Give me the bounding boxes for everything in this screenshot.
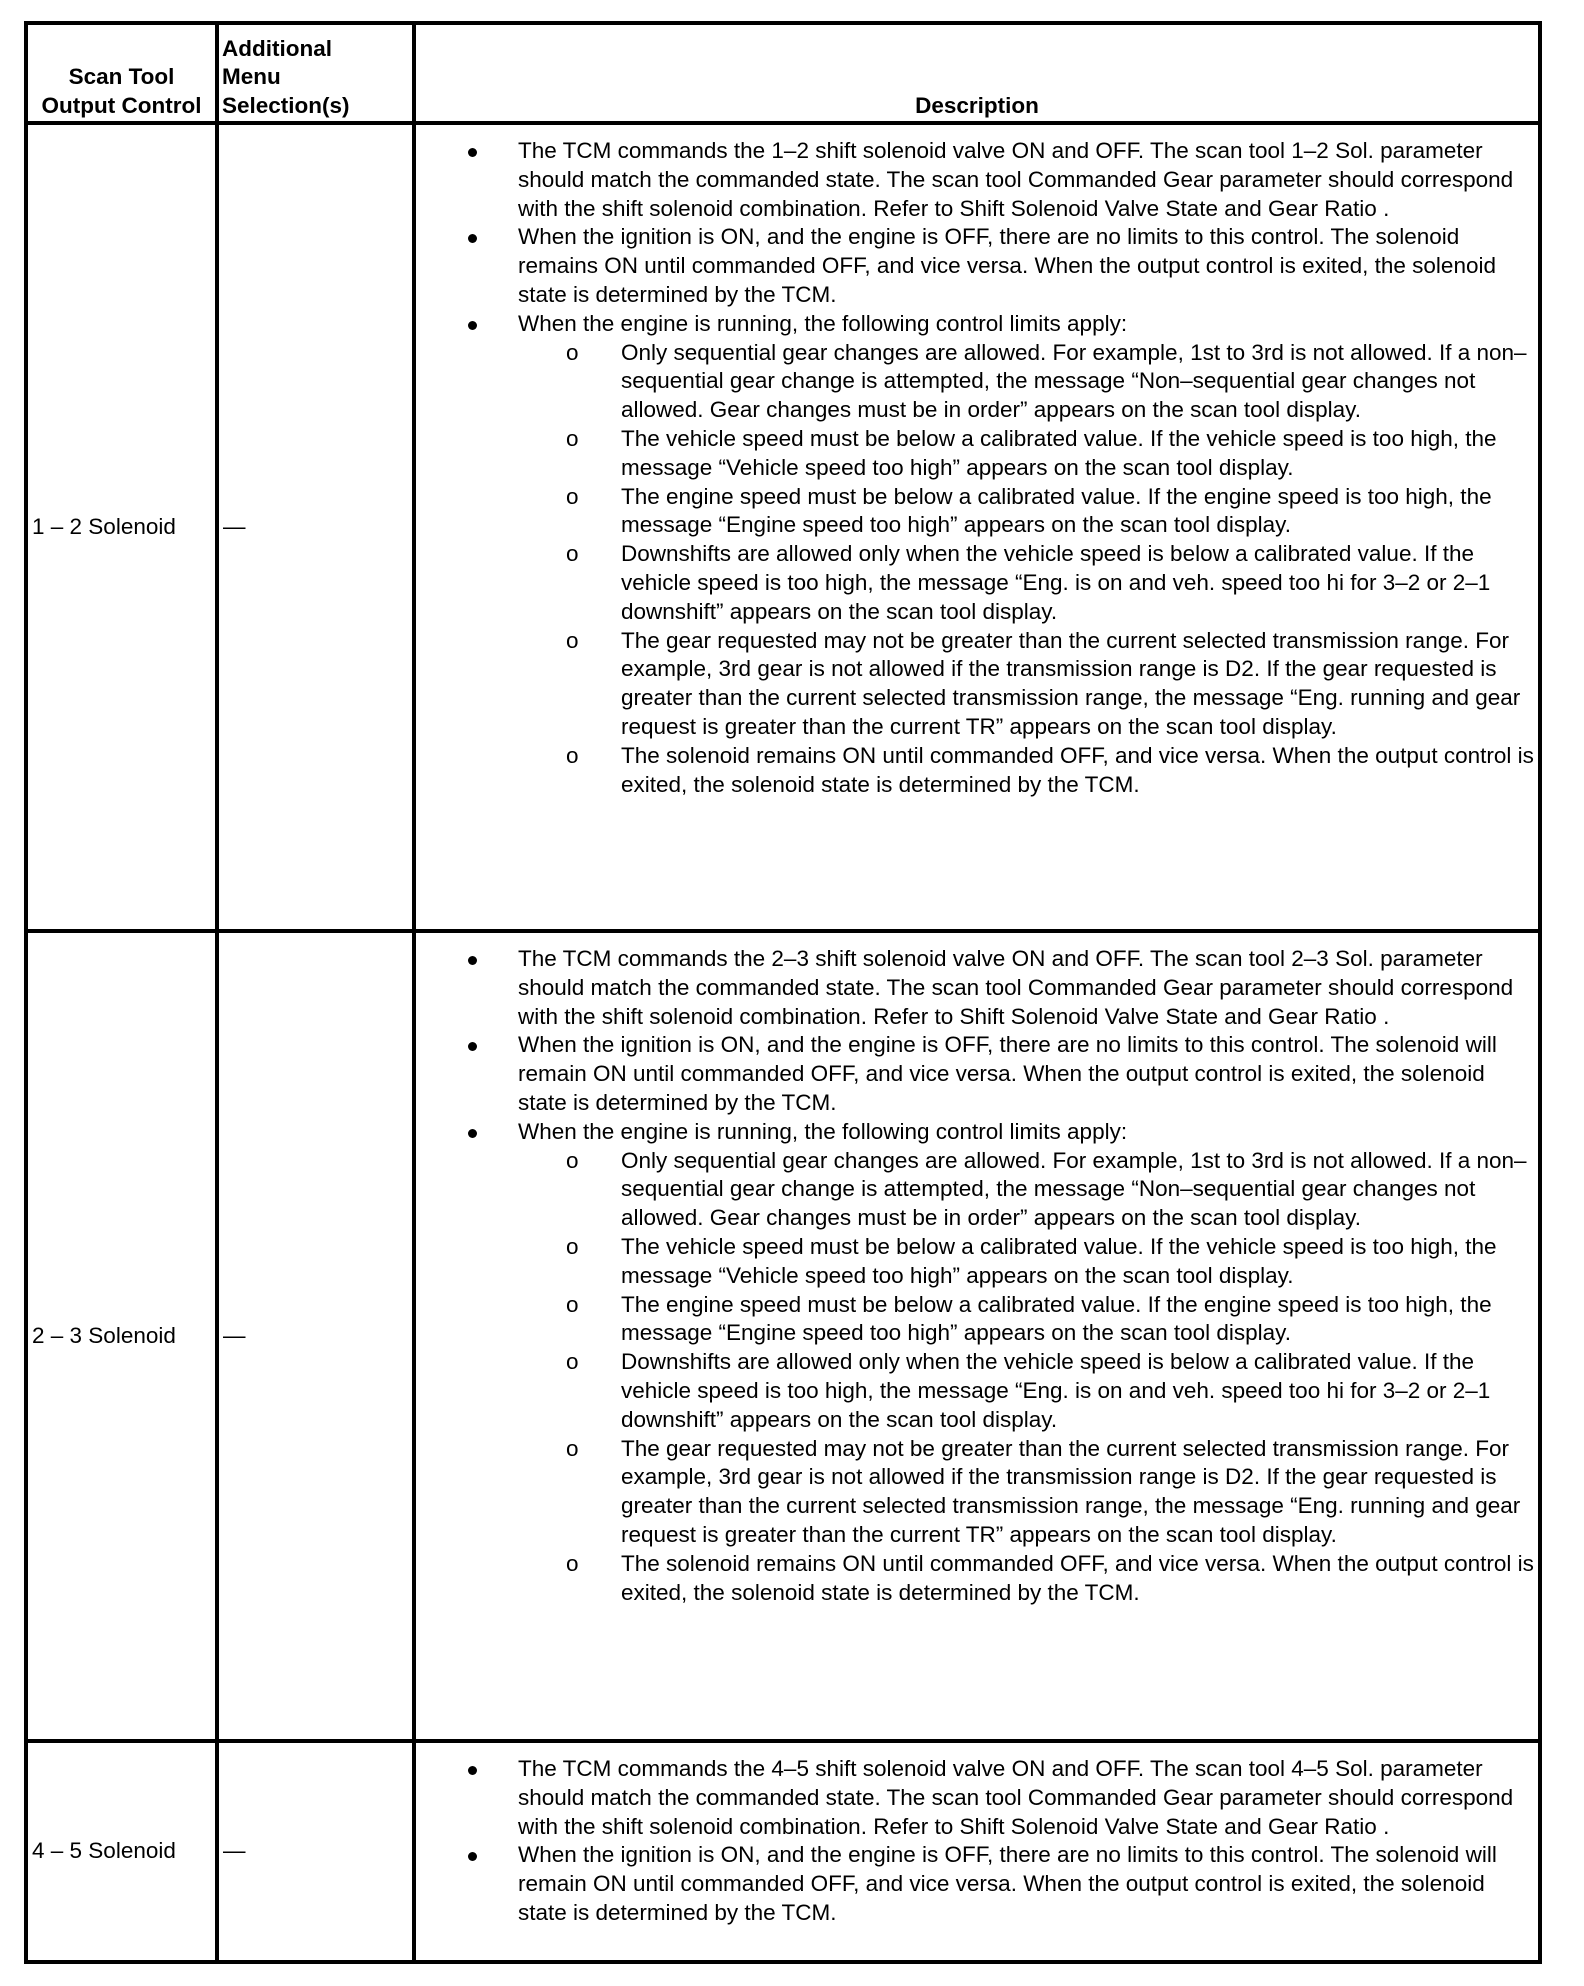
circle-bullet-icon: o — [566, 339, 579, 365]
bullet-item — [416, 1118, 1534, 1608]
bullet-text: When the engine is running, the following control limits apply: — [518, 1118, 1128, 1144]
sub-item — [416, 1147, 1534, 1233]
sub-item — [416, 425, 1534, 483]
bullet-text: The TCM commands the 1–2 shift solenoid valve ON and OFF. The scan tool 1–2 Sol. parameter should match the commanded state. The scan tool Commanded Gear parameter should correspond with the shift solenoid combination. Refer to Shift Solenoid Valve State and Gear Ratio . — [518, 138, 1514, 221]
description-cell — [414, 123, 1540, 931]
description-cell — [414, 931, 1540, 1741]
sub-list — [518, 339, 1534, 800]
sub-text: Only sequential gear changes are allowed. For example, 1st to 3rd is not allowed. If a non–sequential gear change is attempted, the message “Non–sequential gear changes not allowed. Gear changes must be in order” appears on the scan tool display. — [621, 339, 1527, 423]
circle-bullet-icon: o — [566, 483, 579, 509]
bullet-icon — [468, 234, 477, 243]
sub-item — [416, 483, 1534, 541]
bullet-icon — [468, 1766, 477, 1775]
sub-text: The vehicle speed must be below a calibrated value. If the vehicle speed is too high, the message “Vehicle speed too high” appears on the scan tool display. — [621, 1233, 1497, 1288]
bullet-text: The TCM commands the 2–3 shift solenoid valve ON and OFF. The scan tool 2–3 Sol. parameter should match the commanded state. The scan tool Commanded Gear parameter should correspond with the shift solenoid combination. Refer to Shift Solenoid Valve State and Gear Ratio . — [518, 946, 1514, 1029]
bullet-item — [416, 1755, 1534, 1841]
bullet-list — [416, 945, 1534, 1607]
bullet-icon — [468, 148, 477, 157]
bullet-icon — [468, 321, 477, 330]
bullet-item — [416, 1841, 1534, 1927]
menu-selection: — — [217, 123, 414, 931]
sub-text: The solenoid remains ON until commanded OFF, and vice versa. When the output control is exited, the solenoid state is determined by the TCM. — [621, 1550, 1534, 1605]
output-control-name: 2 – 3 Solenoid — [26, 931, 217, 1741]
sub-item — [416, 1291, 1534, 1349]
sub-item — [416, 540, 1534, 626]
circle-bullet-icon: o — [566, 1349, 579, 1375]
output-control-name: 1 – 2 Solenoid — [26, 123, 217, 931]
header-text: Selection(s) — [222, 93, 350, 119]
bullet-item — [416, 310, 1534, 800]
header-text: Menu — [222, 64, 281, 90]
circle-bullet-icon: o — [566, 541, 579, 567]
bullet-list — [416, 1755, 1534, 1928]
header-scan-tool-output-control — [26, 23, 217, 123]
circle-bullet-icon: o — [566, 1147, 579, 1173]
sub-text: Only sequential gear changes are allowed. For example, 1st to 3rd is not allowed. If a non–sequential gear change is attempted, the message “Non–sequential gear changes not allowed. Gear changes must be in order” appears on the scan tool display. — [621, 1147, 1527, 1231]
sub-list — [518, 1147, 1534, 1608]
sub-item — [416, 627, 1534, 742]
bullet-list — [416, 137, 1534, 799]
table-row — [26, 1741, 1540, 1962]
bullet-icon — [468, 956, 477, 965]
sub-text: The vehicle speed must be below a calibrated value. If the vehicle speed is too high, the message “Vehicle speed too high” appears on the scan tool display. — [621, 425, 1497, 480]
bullet-item — [416, 945, 1534, 1031]
bullet-icon — [468, 1042, 477, 1051]
output-control-table — [24, 21, 1542, 1964]
sub-text: The gear requested may not be greater than the current selected transmission range. For example, 3rd gear is not allowed if the transmission range is D2. If the gear requested is greater than the current selected transmission range, the message “Eng. running and gear request is greater than the current TR” appears on the scan tool display. — [621, 1435, 1521, 1547]
sub-item — [416, 1348, 1534, 1434]
sub-text: The solenoid remains ON until commanded OFF, and vice versa. When the output control is exited, the solenoid state is determined by the TCM. — [621, 742, 1534, 797]
circle-bullet-icon: o — [566, 627, 579, 653]
bullet-text: When the engine is running, the following control limits apply: — [518, 310, 1128, 336]
bullet-item — [416, 1031, 1534, 1117]
bullet-text: When the ignition is ON, and the engine is OFF, there are no limits to this control. The solenoid remains ON until commanded OFF, and vice versa. When the output control is exited, the solenoid state is determined by the TCM. — [518, 224, 1496, 307]
sub-item — [416, 1550, 1534, 1608]
menu-selection: — — [217, 1741, 414, 1962]
bullet-text: The TCM commands the 4–5 shift solenoid valve ON and OFF. The scan tool 4–5 Sol. parameter should match the commanded state. The scan tool Commanded Gear parameter should correspond with the shift solenoid combination. Refer to Shift Solenoid Valve State and Gear Ratio . — [518, 1756, 1514, 1839]
sub-item — [416, 339, 1534, 425]
circle-bullet-icon: o — [566, 1550, 579, 1576]
sub-text: The engine speed must be below a calibrated value. If the engine speed is too high, the message “Engine speed too high” appears on the scan tool display. — [621, 483, 1492, 538]
header-row — [26, 23, 1540, 123]
sub-text: The gear requested may not be greater than the current selected transmission range. For example, 3rd gear is not allowed if the transmission range is D2. If the gear requested is greater than the current selected transmission range, the message “Eng. running and gear request is greater than the current TR” appears on the scan tool display. — [621, 627, 1521, 739]
output-control-name: 4 – 5 Solenoid — [26, 1741, 217, 1962]
header-text: Output Control — [41, 93, 202, 119]
header-text: Additional — [222, 35, 332, 61]
bullet-item — [416, 223, 1534, 309]
header-description: Description — [414, 23, 1540, 123]
circle-bullet-icon: o — [566, 1233, 579, 1259]
sub-item — [416, 742, 1534, 800]
sub-text: The engine speed must be below a calibrated value. If the engine speed is too high, the message “Engine speed too high” appears on the scan tool display. — [621, 1291, 1492, 1346]
circle-bullet-icon: o — [566, 1291, 579, 1317]
bullet-item — [416, 137, 1534, 223]
sub-item — [416, 1435, 1534, 1550]
bullet-text: When the ignition is ON, and the engine is OFF, there are no limits to this control. The solenoid will remain ON until commanded OFF, and vice versa. When the output control is exited, the solenoid state is determined by the TCM. — [518, 1032, 1497, 1115]
menu-selection: — — [217, 931, 414, 1741]
sub-text: Downshifts are allowed only when the vehicle speed is below a calibrated value. If the vehicle speed is too high, the message “Eng. is on and veh. speed too hi for 3–2 or 2–1 downshift” appears on the scan tool display. — [621, 1349, 1491, 1432]
description-cell — [414, 1741, 1540, 1962]
circle-bullet-icon: o — [566, 425, 579, 451]
sub-item — [416, 1233, 1534, 1291]
sub-text: Downshifts are allowed only when the vehicle speed is below a calibrated value. If the vehicle speed is too high, the message “Eng. is on and veh. speed too hi for 3–2 or 2–1 downshift” appears on the scan tool display. — [621, 541, 1491, 624]
circle-bullet-icon: o — [566, 1435, 579, 1461]
table-row — [26, 931, 1540, 1741]
table-row — [26, 123, 1540, 931]
bullet-icon — [468, 1129, 477, 1138]
circle-bullet-icon: o — [566, 742, 579, 768]
header-text: Scan Tool — [68, 64, 175, 90]
bullet-icon — [468, 1852, 477, 1861]
header-additional-menu-selections — [217, 23, 414, 123]
bullet-text: When the ignition is ON, and the engine is OFF, there are no limits to this control. The solenoid will remain ON until commanded OFF, and vice versa. When the output control is exited, the solenoid state is determined by the TCM. — [518, 1842, 1497, 1925]
